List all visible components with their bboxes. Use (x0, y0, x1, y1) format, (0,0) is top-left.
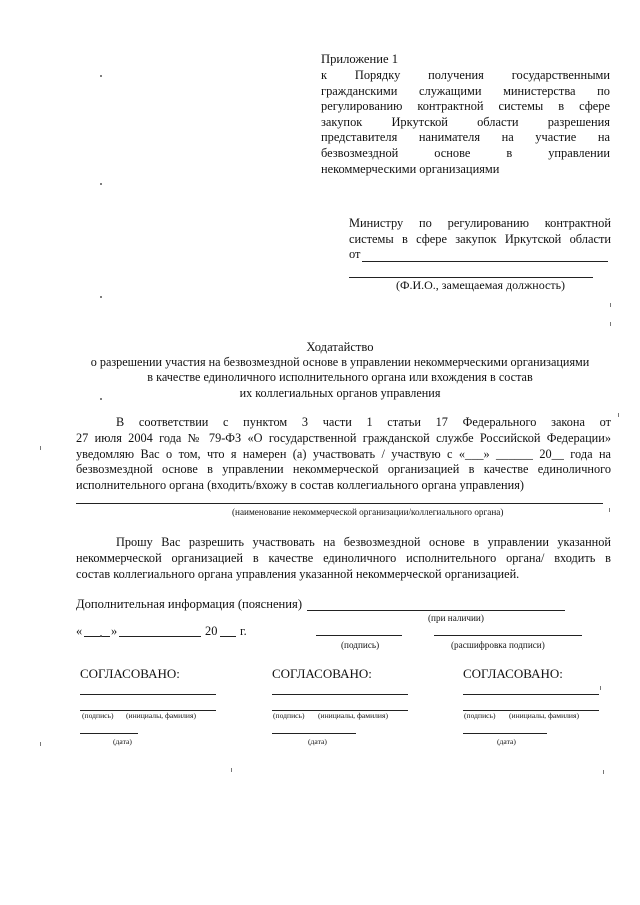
appendix-title: Приложение 1 (321, 52, 399, 66)
body-line: Прошу Вас разрешить участвовать на безвозмездной основе в управлении указанной (116, 535, 611, 549)
signature-caption: (подпись) (341, 640, 380, 650)
body-line: исполнительного органа (входить/вхожу в состав коллегиального органа управления) (76, 478, 524, 493)
signature-line[interactable] (316, 635, 402, 636)
scan-mark (600, 686, 601, 690)
scan-speck (100, 635, 102, 637)
approval-1-date-caption: (дата) (113, 737, 132, 746)
signature-decoding-caption: (расшифровка подписи) (451, 640, 545, 650)
approval-3-date-caption: (дата) (497, 737, 516, 746)
appendix-line: некоммерческими организациями (321, 161, 500, 176)
scan-mark (231, 768, 232, 772)
body-paragraph-1 (76, 415, 611, 494)
organization-name-line[interactable] (76, 503, 603, 504)
date-year-line[interactable] (220, 636, 236, 637)
date-year-label: 20 (205, 624, 218, 638)
scan-mark (40, 742, 41, 746)
petition-heading: Ходатайство (306, 340, 374, 354)
approval-3-init-caption: (инициалы, фамилия) (509, 711, 580, 720)
approval-label-2: СОГЛАСОВАНО: (272, 666, 372, 681)
body-paragraph-2 (76, 535, 611, 582)
signature-decoding-line[interactable] (434, 635, 582, 636)
approval-3-sig-caption: (подпись) (464, 711, 496, 720)
date-row (76, 624, 82, 639)
additional-info-label: Дополнительная информация (пояснения) (76, 597, 303, 611)
approval-3-date-line[interactable] (463, 733, 547, 734)
scan-mark (603, 770, 604, 774)
date-quote-close: » (111, 624, 118, 638)
approval-3-line[interactable] (463, 694, 599, 695)
date-month-line[interactable] (119, 636, 201, 637)
approval-2-init-caption: (инициалы, фамилия) (318, 711, 389, 720)
addressee-from-line[interactable] (362, 261, 608, 262)
addressee-line-2: системы в сфере закупок Иркутской области (349, 231, 611, 246)
body-line: состав коллегиального органа управления указанной некоммерческой организацией. (76, 566, 520, 581)
date-year-suffix: г. (240, 624, 247, 638)
organization-caption: (наименование некоммерческой организации/коллегиального органа) (232, 507, 504, 517)
body-line: В соответствии с пунктом 3 части 1 статьи 17 Федерального закона от (116, 415, 611, 429)
date-quote-open: « (76, 624, 83, 638)
scan-speck (100, 75, 102, 77)
petition-subtitle-line: о разрешении участия на безвозмездной основе в управлении некоммерческими организациями (90, 355, 590, 369)
date-day-line[interactable] (84, 636, 110, 637)
scan-speck (100, 296, 102, 298)
approval-2-date-line[interactable] (272, 733, 356, 734)
petition-subtitle (0, 355, 640, 401)
scan-mark (40, 446, 41, 450)
fio-caption: (Ф.И.О., замещаемая должность) (396, 278, 566, 292)
scan-mark (609, 508, 610, 512)
scan-mark (618, 413, 619, 417)
appendix-text (321, 68, 610, 177)
scan-mark (610, 303, 611, 307)
body-line: 27 июля 2004 года № 79-ФЗ «О государственной гражданской службе Российской Федерации» (76, 430, 611, 445)
appendix-line: безвозмездной основе в управлении (321, 145, 610, 160)
approval-2-line[interactable] (272, 694, 408, 695)
scan-speck (100, 183, 102, 185)
addressee-block (349, 216, 611, 248)
scan-mark (610, 322, 611, 326)
scan-speck (100, 398, 102, 400)
petition-subtitle-line: их коллегиальных органов управления (239, 385, 441, 400)
appendix-line: регулированию контрактной системы в сфере (321, 99, 610, 114)
body-line: некоммерческой организацией в качестве единоличного исполнительного органа/ входить в (76, 550, 611, 565)
appendix-line: закупок Иркутской области разрешения (321, 114, 610, 129)
additional-info-caption: (при наличии) (428, 613, 484, 623)
appendix-line: представителя нанимателя на участие на (321, 130, 610, 145)
approval-2-date-caption: (дата) (308, 737, 327, 746)
approval-label-1: СОГЛАСОВАНО: (80, 666, 180, 681)
body-line: безвозмездной основе в управлении некоммерческой организацией в качестве единоличного (76, 462, 611, 477)
appendix-line: гражданскими служащими министерства по (321, 83, 610, 98)
petition-subtitle-line: в качестве единоличного исполнительного органа или вхождения в состав (147, 370, 533, 385)
additional-info-line[interactable] (307, 610, 565, 611)
addressee-line-1: Министру по регулированию контрактной (349, 216, 611, 230)
approval-1-line[interactable] (80, 694, 216, 695)
approval-1-date-line[interactable] (80, 733, 138, 734)
approval-1-sig-caption: (подпись) (82, 711, 114, 720)
body-line: уведомляю Вас о том, что я намерен (а) участвовать / участвую с «___» ______ 20__ года на (76, 446, 611, 461)
appendix-line: к Порядку получения государственными (321, 68, 610, 82)
addressee-from-label: от (349, 247, 361, 261)
approval-2-sig-caption: (подпись) (273, 711, 305, 720)
approval-1-init-caption: (инициалы, фамилия) (126, 711, 197, 720)
approval-label-3: СОГЛАСОВАНО: (463, 666, 563, 681)
